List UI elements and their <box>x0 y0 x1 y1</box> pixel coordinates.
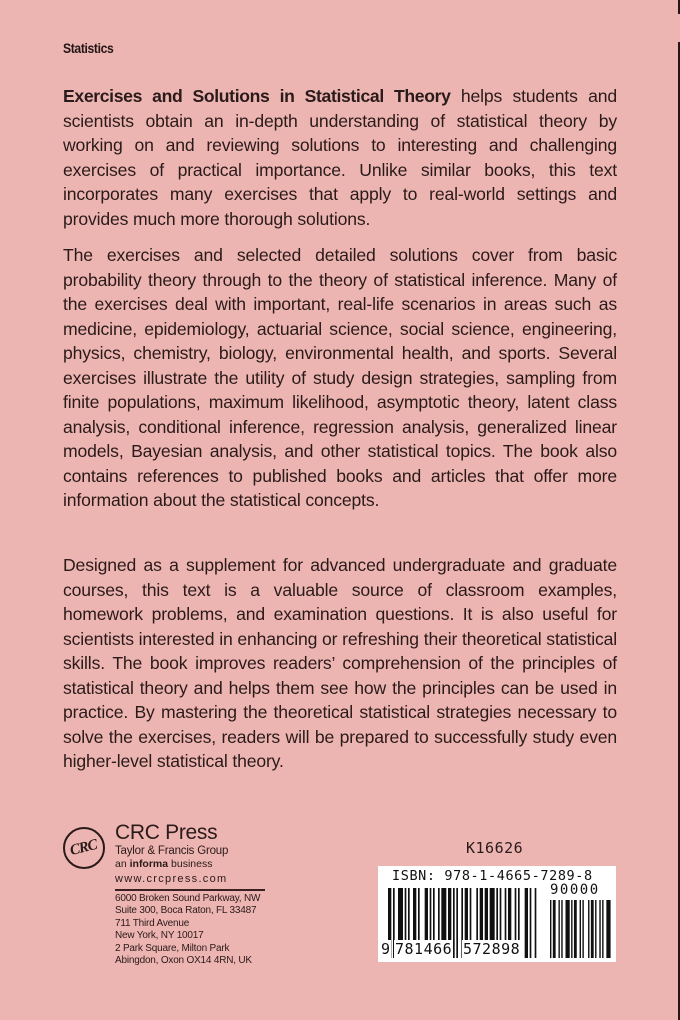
price-code: 90000 <box>550 882 600 898</box>
publisher-name: CRC Press <box>115 821 218 844</box>
ean-first-digit: 9 <box>381 940 391 958</box>
address-new-york <box>115 918 204 941</box>
book-title: Exercises and Solutions in Statistical Theory <box>63 86 451 106</box>
informa-prefix: an <box>115 858 130 870</box>
logo-text: CRC <box>68 836 99 859</box>
address-line: New York, NY 10017 <box>115 929 204 941</box>
address-line: 2 Park Square, Milton Park <box>115 943 230 954</box>
ean-left-group: 781466 <box>395 940 453 958</box>
ean-right-group: 572898 <box>463 940 521 958</box>
address-line: Abingdon, Oxon OX14 4RN, UK <box>115 954 252 966</box>
informa-suffix: business <box>168 858 213 870</box>
publisher-informa-line <box>115 858 212 871</box>
address-line: 711 Third Avenue <box>115 918 190 929</box>
informa-brand: informa <box>129 858 169 870</box>
addon-barcode-bars-icon <box>550 900 612 958</box>
address-line: Suite 300, Boca Raton, FL 33487 <box>115 904 257 916</box>
description-paragraph-2: The exercises and selected detailed solutions cover from basic probability theory through to the theory of statistical inference. Many of the exercises deal with important, real-life scenarios in areas such as medicine, epidemiology, actuarial science, social science, engineering, physics, chemistry, biology, environmental health, and sports. Several exercises illustrate the utility of study design strategies, sampling from finite populations, maximum likelihood, asymptotic theory, latent class analysis, conditional inference, regression analysis, generalized linear models, Bayesian analysis, and other statistical topics. The book also contains references to published books and articles that offer more information about the statistical concepts. <box>63 245 617 510</box>
description-paragraph-1 <box>63 84 617 231</box>
divider <box>115 889 265 891</box>
product-code: K16626 <box>466 839 524 857</box>
isbn-barcode <box>378 866 616 962</box>
address-boca-raton <box>115 893 260 916</box>
category-label: Statistics <box>63 41 114 56</box>
crc-circle-logo-icon <box>63 827 105 869</box>
publisher-group: Taylor & Francis Group <box>115 845 229 857</box>
address-line: 6000 Broken Sound Parkway, NW <box>115 893 261 904</box>
address-abingdon <box>115 943 252 966</box>
description-paragraph-3: Designed as a supplement for advanced undergraduate and graduate courses, this text is a valuable source of classroom examples, homework problems, and examination questions. It is also useful for scientists interested in enhancing or refreshing their theoretical statistical skills. The book improves readers’ comprehension of the principles of statistical theory and helps them see how the principles can be used in practice. By mastering the theoretical statistical strategies necessary to solve the exercises, readers will be prepared to successfully study even higher-level statistical theory. <box>63 555 617 771</box>
paragraph-text: helps students and scientists obtain an in-depth understanding of statistical theory by working on and reviewing solutions to interesting and challenging exercises of practical importance. Unlike similar books, this text incorporates many exercises that apply to real-world settings and provides much more thorough solutions. <box>63 86 617 229</box>
isbn-label: ISBN: 978-1-4665-7289-8 <box>392 868 593 884</box>
publisher-url[interactable]: www.crcpress.com <box>115 873 228 885</box>
publisher-block <box>63 822 283 992</box>
